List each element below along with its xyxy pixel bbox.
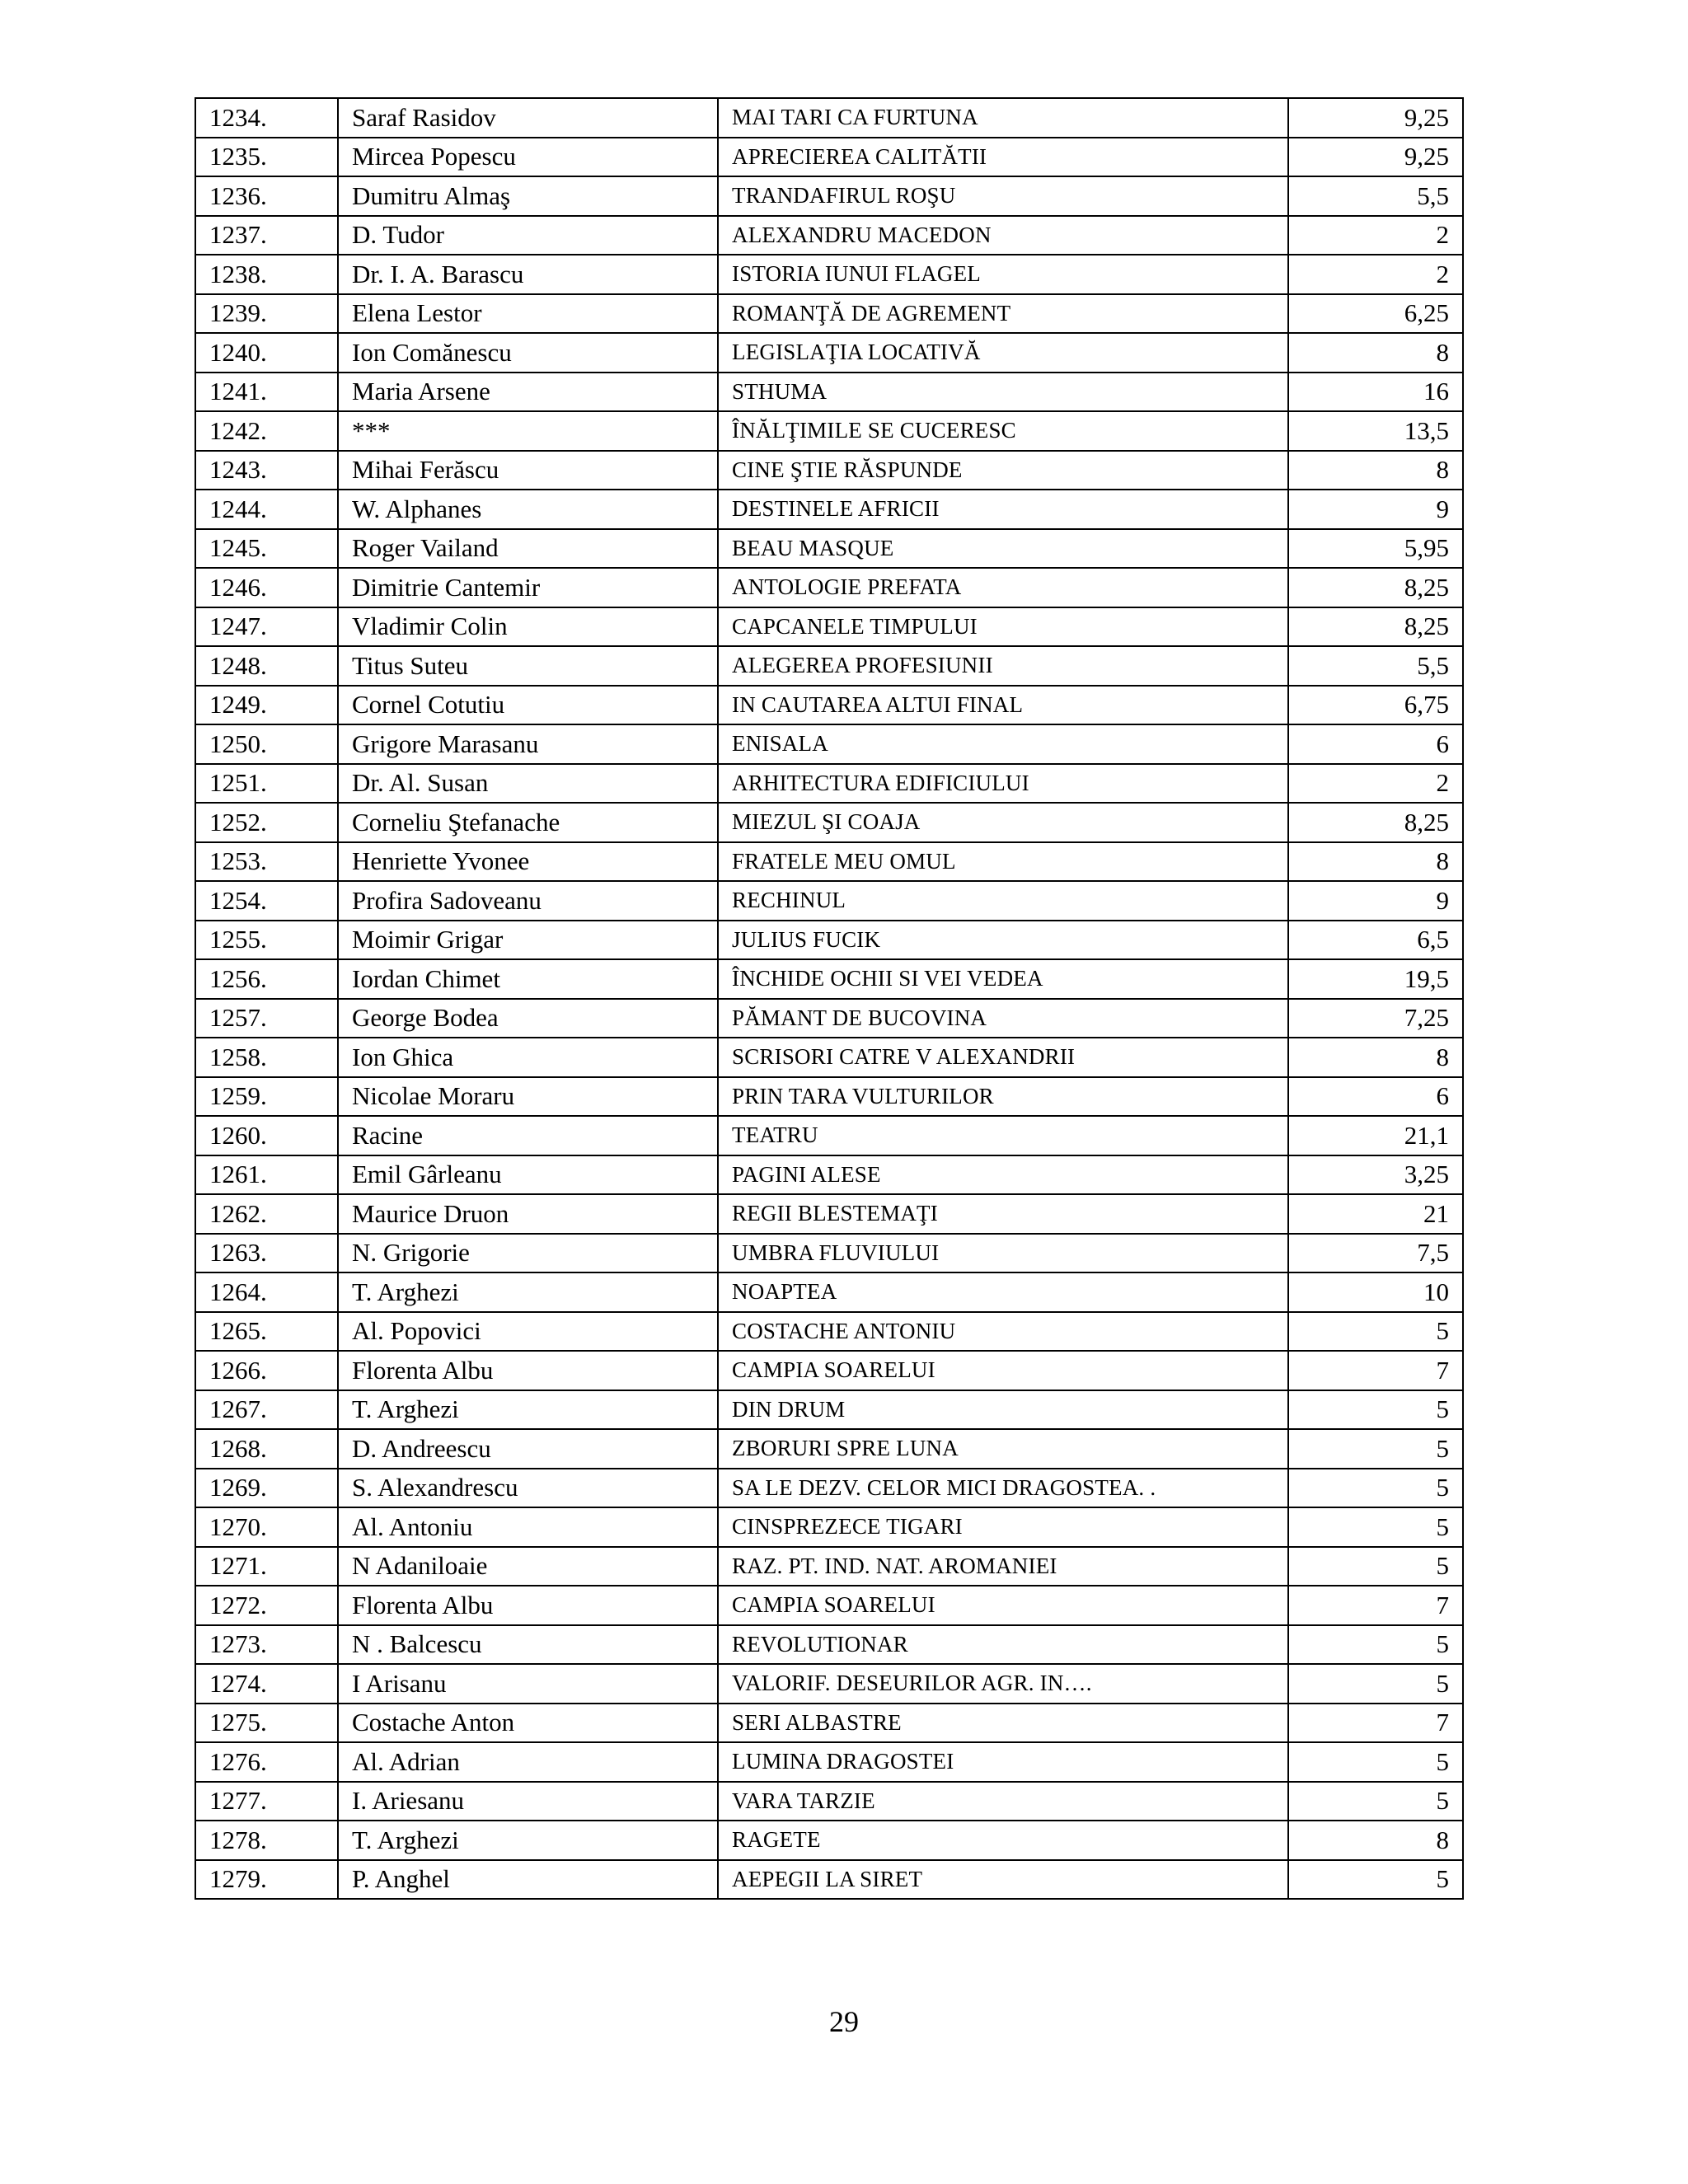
row-number-cell: 1248. [195,646,338,686]
row-number-cell: 1278. [195,1821,338,1860]
author-cell: Emil Gârleanu [338,1155,718,1195]
author-cell: P. Anghel [338,1860,718,1900]
table-row [195,529,1463,569]
row-number-cell: 1264. [195,1272,338,1312]
table-row [195,411,1463,451]
row-number-cell: 1274. [195,1664,338,1704]
row-number-cell: 1273. [195,1625,338,1665]
row-number-cell: 1255. [195,921,338,960]
price-cell: 5 [1288,1782,1463,1821]
author-cell: Al. Antoniu [338,1507,718,1547]
table-row [195,686,1463,725]
title-cell: SCRISORI CATRE V ALEXANDRII [718,1038,1288,1077]
price-cell: 13,5 [1288,411,1463,451]
title-cell: RECHINUL [718,881,1288,921]
row-number-cell: 1253. [195,842,338,882]
title-cell: ÎNĂLŢIMILE SE CUCERESC [718,411,1288,451]
title-cell: REVOLUTIONAR [718,1625,1288,1665]
row-number-cell: 1276. [195,1742,338,1782]
author-cell: I. Ariesanu [338,1782,718,1821]
price-cell: 8 [1288,1821,1463,1860]
author-cell: T. Arghezi [338,1272,718,1312]
row-number-cell: 1260. [195,1116,338,1155]
price-cell: 6,25 [1288,294,1463,334]
title-cell: TRANDAFIRUL ROŞU [718,176,1288,216]
price-cell: 5 [1288,1547,1463,1586]
row-number-cell: 1240. [195,333,338,373]
price-cell: 5 [1288,1390,1463,1430]
author-cell: Moimir Grigar [338,921,718,960]
author-cell: Dumitru Almaş [338,176,718,216]
author-cell: Nicolae Moraru [338,1077,718,1117]
row-number-cell: 1239. [195,294,338,334]
row-number-cell: 1250. [195,724,338,764]
author-cell: George Bodea [338,999,718,1038]
author-cell: D. Tudor [338,216,718,255]
price-cell: 9 [1288,881,1463,921]
row-number-cell: 1257. [195,999,338,1038]
title-cell: PĂMANT DE BUCOVINA [718,999,1288,1038]
row-number-cell: 1247. [195,607,338,647]
price-cell: 5,5 [1288,176,1463,216]
author-cell: S. Alexandrescu [338,1469,718,1508]
price-cell: 16 [1288,373,1463,412]
table-row [195,881,1463,921]
table-row [195,255,1463,294]
row-number-cell: 1262. [195,1194,338,1234]
author-cell: N. Grigorie [338,1234,718,1273]
table-row [195,1469,1463,1508]
author-cell: N . Balcescu [338,1625,718,1665]
table-row [195,842,1463,882]
price-cell: 5 [1288,1469,1463,1508]
row-number-cell: 1244. [195,490,338,529]
table-row [195,1782,1463,1821]
table-row [195,568,1463,607]
title-cell: ZBORURI SPRE LUNA [718,1429,1288,1469]
row-number-cell: 1268. [195,1429,338,1469]
price-cell: 7,5 [1288,1234,1463,1273]
title-cell: NOAPTEA [718,1272,1288,1312]
table-row [195,959,1463,999]
price-cell: 8 [1288,842,1463,882]
row-number-cell: 1243. [195,451,338,490]
table-row [195,1351,1463,1390]
author-cell: Profira Sadoveanu [338,881,718,921]
price-cell: 8,25 [1288,568,1463,607]
table-row [195,921,1463,960]
price-cell: 2 [1288,255,1463,294]
title-cell: ANTOLOGIE PREFATA [718,568,1288,607]
row-number-cell: 1254. [195,881,338,921]
title-cell: IN CAUTAREA ALTUI FINAL [718,686,1288,725]
author-cell: Mihai Ferăscu [338,451,718,490]
table-row [195,764,1463,804]
title-cell: ARHITECTURA EDIFICIULUI [718,764,1288,804]
title-cell: VARA TARZIE [718,1782,1288,1821]
table-row [195,1429,1463,1469]
title-cell: SA LE DEZV. CELOR MICI DRAGOSTEA. . [718,1469,1288,1508]
title-cell: PAGINI ALESE [718,1155,1288,1195]
title-cell: CINE ŞTIE RĂSPUNDE [718,451,1288,490]
price-cell: 7 [1288,1351,1463,1390]
table-row [195,1234,1463,1273]
title-cell: DESTINELE AFRICII [718,490,1288,529]
table-row [195,999,1463,1038]
table-row [195,1077,1463,1117]
author-cell: Florenta Albu [338,1351,718,1390]
table-row [195,607,1463,647]
row-number-cell: 1242. [195,411,338,451]
title-cell: MAI TARI CA FURTUNA [718,98,1288,138]
price-cell: 8,25 [1288,607,1463,647]
row-number-cell: 1249. [195,686,338,725]
table-row [195,1664,1463,1704]
price-cell: 5 [1288,1507,1463,1547]
author-cell: Titus Suteu [338,646,718,686]
author-cell: Ion Comănescu [338,333,718,373]
title-cell: LEGISLAŢIA LOCATIVĂ [718,333,1288,373]
title-cell: LUMINA DRAGOSTEI [718,1742,1288,1782]
author-cell: W. Alphanes [338,490,718,529]
row-number-cell: 1236. [195,176,338,216]
row-number-cell: 1259. [195,1077,338,1117]
title-cell: TEATRU [718,1116,1288,1155]
price-cell: 10 [1288,1272,1463,1312]
table-row [195,216,1463,255]
title-cell: JULIUS FUCIK [718,921,1288,960]
table-row [195,1821,1463,1860]
price-cell: 6,75 [1288,686,1463,725]
price-cell: 5 [1288,1312,1463,1352]
price-cell: 5 [1288,1742,1463,1782]
title-cell: ROMANŢĂ DE AGREMENT [718,294,1288,334]
author-cell: I Arisanu [338,1664,718,1704]
price-cell: 8 [1288,451,1463,490]
price-cell: 2 [1288,216,1463,255]
row-number-cell: 1258. [195,1038,338,1077]
book-inventory-table [195,97,1464,1900]
price-cell: 5 [1288,1664,1463,1704]
table-row [195,724,1463,764]
price-cell: 8,25 [1288,803,1463,842]
table-row [195,646,1463,686]
author-cell: T. Arghezi [338,1390,718,1430]
table-row [195,373,1463,412]
author-cell: Corneliu Ştefanache [338,803,718,842]
row-number-cell: 1279. [195,1860,338,1900]
row-number-cell: 1269. [195,1469,338,1508]
row-number-cell: 1267. [195,1390,338,1430]
table-row [195,176,1463,216]
table-row [195,1704,1463,1743]
table-row [195,1272,1463,1312]
price-cell: 19,5 [1288,959,1463,999]
price-cell: 5 [1288,1429,1463,1469]
row-number-cell: 1266. [195,1351,338,1390]
table-row [195,1312,1463,1352]
price-cell: 8 [1288,333,1463,373]
row-number-cell: 1252. [195,803,338,842]
row-number-cell: 1245. [195,529,338,569]
author-cell: Elena Lestor [338,294,718,334]
price-cell: 9,25 [1288,138,1463,177]
title-cell: ALEXANDRU MACEDON [718,216,1288,255]
title-cell: RAGETE [718,1821,1288,1860]
title-cell: FRATELE MEU OMUL [718,842,1288,882]
title-cell: CAMPIA SOARELUI [718,1351,1288,1390]
title-cell: APRECIEREA CALITĂTII [718,138,1288,177]
table-row [195,333,1463,373]
author-cell: Al. Popovici [338,1312,718,1352]
table-row [195,1742,1463,1782]
author-cell: Cornel Cotutiu [338,686,718,725]
price-cell: 21 [1288,1194,1463,1234]
price-cell: 6 [1288,724,1463,764]
author-cell: Vladimir Colin [338,607,718,647]
title-cell: ENISALA [718,724,1288,764]
title-cell: CINSPREZECE TIGARI [718,1507,1288,1547]
row-number-cell: 1275. [195,1704,338,1743]
table-row [195,803,1463,842]
price-cell: 5,95 [1288,529,1463,569]
author-cell: Dr. Al. Susan [338,764,718,804]
price-cell: 7 [1288,1586,1463,1625]
table-row [195,138,1463,177]
title-cell: MIEZUL ŞI COAJA [718,803,1288,842]
title-cell: CAMPIA SOARELUI [718,1586,1288,1625]
title-cell: COSTACHE ANTONIU [718,1312,1288,1352]
row-number-cell: 1261. [195,1155,338,1195]
price-cell: 6,5 [1288,921,1463,960]
author-cell: Costache Anton [338,1704,718,1743]
title-cell: DIN DRUM [718,1390,1288,1430]
title-cell: ISTORIA IUNUI FLAGEL [718,255,1288,294]
title-cell: RAZ. PT. IND. NAT. AROMANIEI [718,1547,1288,1586]
page-number: 29 [829,2005,859,2038]
title-cell: PRIN TARA VULTURILOR [718,1077,1288,1117]
row-number-cell: 1237. [195,216,338,255]
price-cell: 7 [1288,1704,1463,1743]
row-number-cell: 1246. [195,568,338,607]
row-number-cell: 1270. [195,1507,338,1547]
title-cell: STHUMA [718,373,1288,412]
title-cell: VALORIF. DESEURILOR AGR. IN…. [718,1664,1288,1704]
author-cell: Maria Arsene [338,373,718,412]
author-cell: Mircea Popescu [338,138,718,177]
table-row [195,490,1463,529]
row-number-cell: 1241. [195,373,338,412]
author-cell: Dimitrie Cantemir [338,568,718,607]
price-cell: 7,25 [1288,999,1463,1038]
author-cell: *** [338,411,718,451]
author-cell: Iordan Chimet [338,959,718,999]
row-number-cell: 1272. [195,1586,338,1625]
price-cell: 2 [1288,764,1463,804]
author-cell: Al. Adrian [338,1742,718,1782]
title-cell: BEAU MASQUE [718,529,1288,569]
title-cell: ALEGEREA PROFESIUNII [718,646,1288,686]
price-cell: 5,5 [1288,646,1463,686]
table-row [195,1860,1463,1900]
table-row [195,1116,1463,1155]
title-cell: CAPCANELE TIMPULUI [718,607,1288,647]
table-row [195,1547,1463,1586]
author-cell: Roger Vailand [338,529,718,569]
row-number-cell: 1265. [195,1312,338,1352]
price-cell: 5 [1288,1625,1463,1665]
row-number-cell: 1235. [195,138,338,177]
price-cell: 9 [1288,490,1463,529]
author-cell: Florenta Albu [338,1586,718,1625]
table-row [195,1155,1463,1195]
table-row [195,1507,1463,1547]
title-cell: AEPEGII LA SIRET [718,1860,1288,1900]
author-cell: Maurice Druon [338,1194,718,1234]
price-cell: 8 [1288,1038,1463,1077]
row-number-cell: 1256. [195,959,338,999]
table-row [195,1390,1463,1430]
price-cell: 21,1 [1288,1116,1463,1155]
author-cell: D. Andreescu [338,1429,718,1469]
title-cell: SERI ALBASTRE [718,1704,1288,1743]
table-row [195,451,1463,490]
price-cell: 3,25 [1288,1155,1463,1195]
row-number-cell: 1234. [195,98,338,138]
author-cell: Saraf Rasidov [338,98,718,138]
author-cell: T. Arghezi [338,1821,718,1860]
author-cell: Grigore Marasanu [338,724,718,764]
table-row [195,1586,1463,1625]
table-row [195,1038,1463,1077]
price-cell: 5 [1288,1860,1463,1900]
author-cell: Dr. I. A. Barascu [338,255,718,294]
price-cell: 6 [1288,1077,1463,1117]
author-cell: Racine [338,1116,718,1155]
table-row [195,294,1463,334]
row-number-cell: 1271. [195,1547,338,1586]
price-cell: 9,25 [1288,98,1463,138]
row-number-cell: 1277. [195,1782,338,1821]
title-cell: ÎNCHIDE OCHII SI VEI VEDEA [718,959,1288,999]
table-row [195,1194,1463,1234]
table-body [195,98,1463,1899]
author-cell: N Adaniloaie [338,1547,718,1586]
row-number-cell: 1251. [195,764,338,804]
row-number-cell: 1263. [195,1234,338,1273]
row-number-cell: 1238. [195,255,338,294]
author-cell: Ion Ghica [338,1038,718,1077]
title-cell: UMBRA FLUVIULUI [718,1234,1288,1273]
table-row [195,98,1463,138]
table-row [195,1625,1463,1665]
author-cell: Henriette Yvonee [338,842,718,882]
title-cell: REGII BLESTEMAŢI [718,1194,1288,1234]
